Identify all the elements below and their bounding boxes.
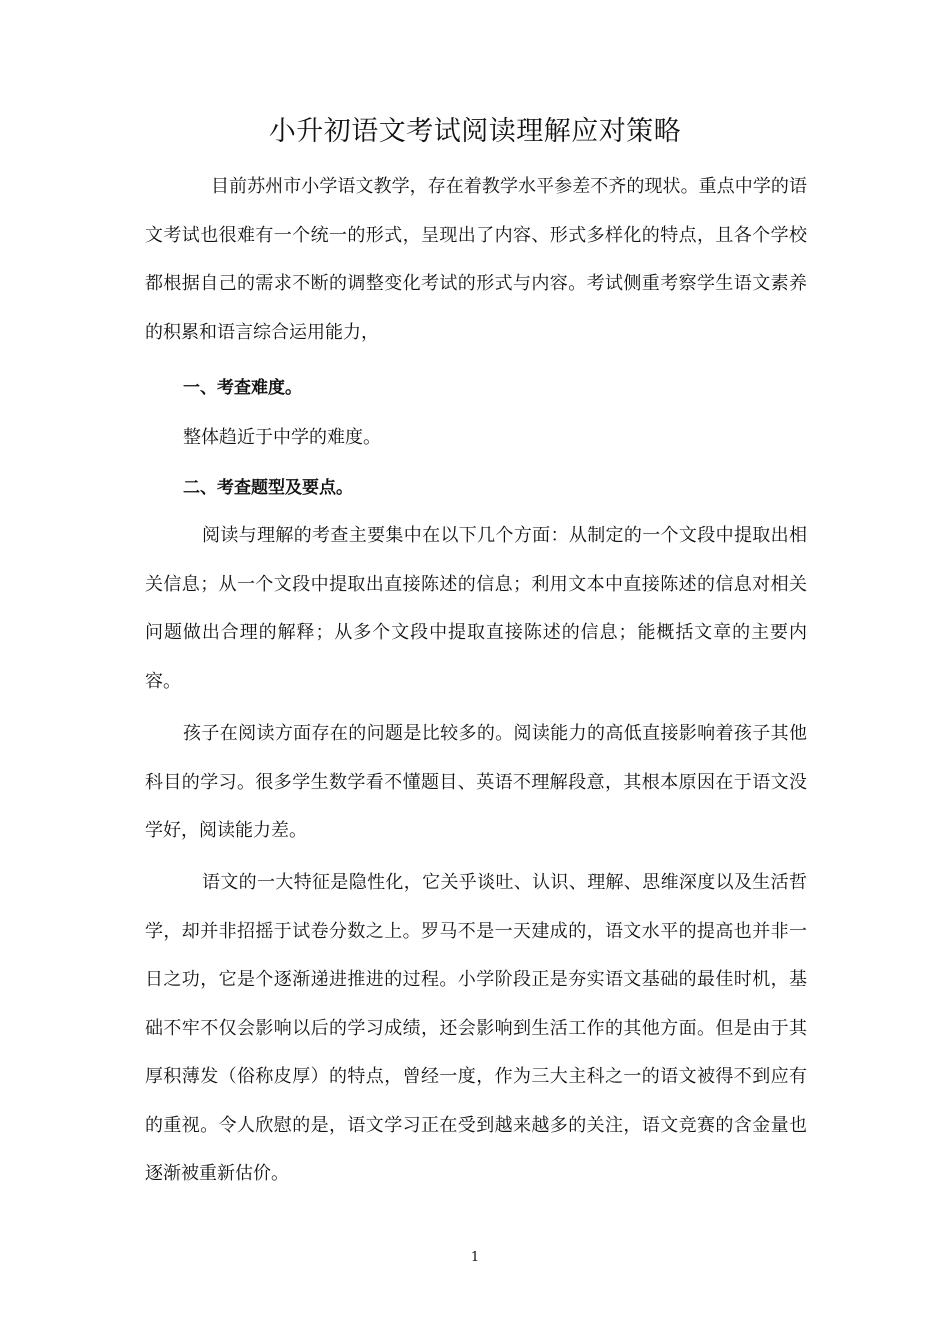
section-heading-question-types: 二、考查题型及要点。 — [183, 478, 353, 498]
paragraph-difficulty: 整体趋近于中学的难度。 — [183, 427, 381, 448]
paragraph-chinese-characteristics: 语文的一大特征是隐性化，它关乎谈吐、认识、理解、思维深度以及生活哲学，却并非招摇于试卷分数之上。罗马不是一天建成的，语文水平的提高也并非一日之功，它是个逐渐递进推进的过程。小学阶段正是夯实语文基础的最佳时机，基础不牢不仅会影响以后的学习成绩，还会影响到生活工作的其他方面。但是由于其厚积薄发（俗称皮厚）的特点，曾经一度，作为三大主科之一的语文被得不到应有的重视。令人欣慰的是，语文学习正在受到越来越多的关注，语文竞赛的含金量也逐渐被重新估价。 — [145, 872, 807, 1184]
paragraph-question-types: 阅读与理解的考查主要集中在以下几个方面：从制定的一个文段中提取出相关信息；从一个文段中提取出直接陈述的信息；利用文本中直接陈述的信息对相关问题做出合理的解释；从多个文段中提取直接陈述的信息；能概括文章的主要内容。 — [145, 525, 807, 692]
document-title: 小升初语文考试阅读理解应对策略 — [268, 116, 682, 147]
paragraph-reading-problems: 孩子在阅读方面存在的问题是比较多的。阅读能力的高低直接影响着孩子其他科目的学习。很多学生数学看不懂题目、英语不理解段意，其根本原因在于语文没学好，阅读能力差。 — [145, 723, 807, 841]
paragraph-intro: 目前苏州市小学语文教学，存在着教学水平参差不齐的现状。重点中学的语文考试也很难有一个统一的形式，呈现出了内容、形式多样化的特点，且各个学校都根据自己的需求不断的调整变化考试的形式与内容。考试侧重考察学生语文素养的积累和语言综合运用能力， — [145, 176, 807, 343]
page-number: 1 — [470, 1250, 480, 1265]
section-heading-difficulty: 一、考查难度。 — [183, 378, 302, 398]
